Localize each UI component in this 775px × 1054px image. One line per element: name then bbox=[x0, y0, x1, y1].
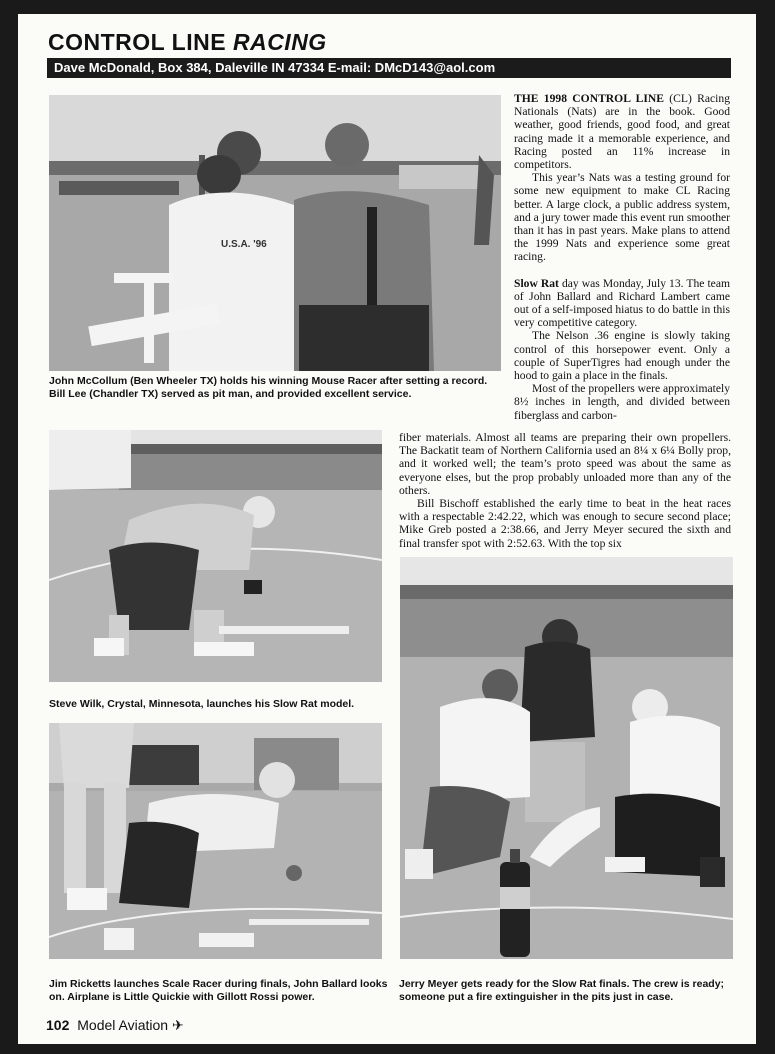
photo-jerry-meyer bbox=[400, 557, 733, 959]
caption-photo-2: Steve Wilk, Crystal, Minnesota, launches his Slow Rat model. bbox=[49, 698, 355, 710]
para1-lead: THE 1998 CONTROL LINE bbox=[514, 92, 664, 105]
caption-photo-1: John McCollum (Ben Wheeler TX) holds his winning Mouse Racer after setting a record. Bill Lee (Chandler TX) served as pit man, and provided excellent service. bbox=[49, 375, 488, 400]
article-para-3 bbox=[514, 277, 730, 330]
article-para-5: Most of the propellers were approximately 8½ inches in length, and divided between fiberglass and carbon- bbox=[514, 382, 730, 422]
caption-photo-3: Jim Ricketts launches Scale Racer during finals, John Ballard looks on. Airplane is Little Quickie with Gillott Rossi power. bbox=[49, 978, 388, 1003]
page-footer bbox=[46, 1017, 184, 1034]
author-byline: Dave McDonald, Box 384, Daleville IN 47334 E-mail: DMcD143@aol.com bbox=[47, 58, 731, 78]
page-title bbox=[48, 29, 327, 56]
title-italic: RACING bbox=[232, 29, 327, 55]
shirt-print: U.S.A. '96 bbox=[221, 239, 267, 250]
article-para-4: The Nelson .36 engine is slowly taking control of this horsepower event. Only a couple of SuperTigres had enough under the hood to gain a place in the finals. bbox=[514, 329, 730, 383]
page-number: 102 bbox=[46, 1017, 70, 1033]
photo-steve-wilk bbox=[49, 430, 382, 682]
magazine-page bbox=[18, 14, 756, 1044]
article-column-right bbox=[514, 92, 730, 422]
para3-rest: day was Monday, July 13. The team of John Ballard and Richard Lambert came out of a self-imposed hiatus to do battle in this very competitive category. bbox=[514, 276, 730, 330]
title-main: CONTROL LINE bbox=[48, 29, 227, 55]
magazine-name: Model Aviation bbox=[77, 1017, 169, 1033]
airplane-icon: ✈ bbox=[171, 1017, 184, 1033]
article-wide-block bbox=[399, 431, 731, 550]
article-para-2: This year’s Nats was a testing ground for some new equipment to make CL Racing better. A large clock, a public address system, and a jury tower made this event run smoother than it has in past years. Make plans to attend the 1999 Nats and experience some great racing. bbox=[514, 171, 730, 264]
photo-mccollum-lee bbox=[49, 95, 501, 371]
para1-rest: (CL) Racing Nationals (Nats) are in the book. Good weather, good friends, good food, and great racing made it a memorable experience, and Racing posted an 11% increase in competitors. bbox=[514, 92, 730, 172]
article-wide-para-1: fiber materials. Almost all teams are preparing their own propellers. The Backatit team of Northern California used an 8¼ x 6¼ Bolly prop, and it worked well; the team’s proto speed was about the same as everyone elses, but the prop probably unloaded more than any of the others. bbox=[399, 431, 731, 497]
article-wide-para-2: Bill Bischoff established the early time to beat in the heat races with a respectable 2:42.22, which was enough to secure second place; Mike Greb posted a 2:38.66, and Jerry Meyer secured the sixth and final transfer spot with 2:52.63. With the top six bbox=[399, 497, 731, 550]
article-para-1 bbox=[514, 92, 730, 171]
photo-jim-ricketts bbox=[49, 723, 382, 959]
para3-lead: Slow Rat bbox=[514, 276, 559, 290]
caption-photo-4: Jerry Meyer gets ready for the Slow Rat finals. The crew is ready; someone put a fire extinguisher in the pits just in case. bbox=[399, 978, 725, 1003]
